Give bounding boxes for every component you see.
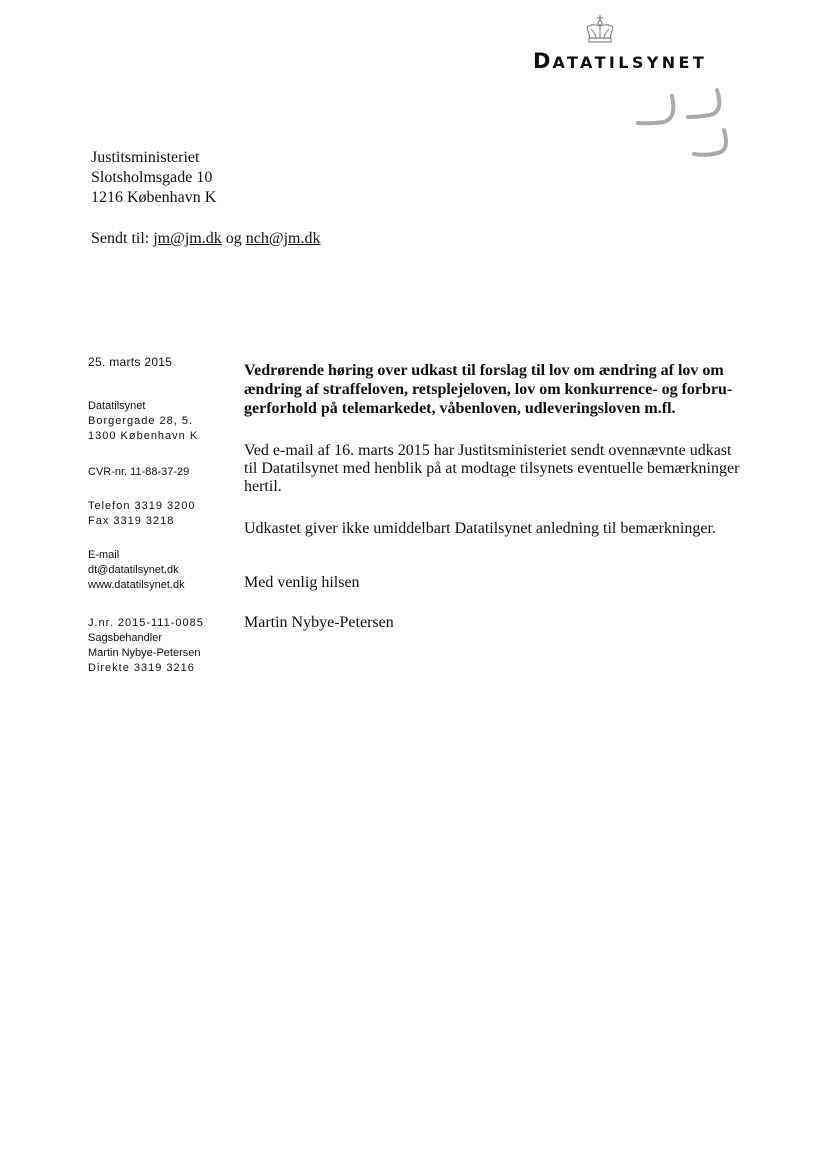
recipient-street: Slotsholmsgade 10 — [91, 169, 213, 186]
telefon: Telefon 3319 3200 — [88, 500, 196, 512]
contact-block — [88, 548, 238, 593]
paragraph-line: hertil. — [244, 478, 282, 495]
recipient-address — [91, 148, 216, 208]
direkte-phone: Direkte 3319 3216 — [88, 662, 195, 674]
sender-email[interactable]: dt@datatilsynet.dk — [88, 564, 179, 576]
phone-block — [88, 499, 238, 529]
sender-org: Datatilsynet — [88, 400, 146, 412]
email-label: E-mail — [88, 549, 120, 561]
case-block — [88, 616, 238, 676]
sendt-til-line — [91, 229, 320, 249]
email-link-nch[interactable]: nch@jm.dk — [245, 230, 321, 247]
subject-line: gerforhold på telemarkedet, våbenloven, udleveringsloven m.fl. — [244, 400, 676, 417]
sender-website[interactable]: www.datatilsynet.dk — [88, 579, 185, 591]
paragraph-line: Ved e-mail af 16. marts 2015 har Justitsministeriet sendt ovennævnte udkast — [244, 442, 732, 459]
fax: Fax 3319 3218 — [88, 515, 175, 527]
cvr-number: CVR-nr. 11-88-37-29 — [88, 466, 190, 478]
sendt-label: Sendt til: — [91, 230, 154, 247]
logo-wordmark: DATATILSYNET — [533, 49, 708, 73]
sagsbehandler-name: Martin Nybye-Petersen — [88, 647, 201, 659]
sender-city: 1300 København K — [88, 430, 199, 442]
body-paragraph-2: Udkastet giver ikke umiddelbart Datatilsynet anledning til bemærkninger. — [244, 520, 716, 537]
letter-date: 25. marts 2015 — [88, 355, 173, 369]
subject-line: Vedrørende høring over udkast til forslag til lov om ændring af lov om — [244, 362, 724, 379]
signature-name: Martin Nybye-Petersen — [244, 614, 394, 631]
recipient-name: Justitsministeriet — [91, 149, 200, 166]
sendt-connector: og — [221, 230, 246, 247]
handwritten-marks — [632, 86, 742, 166]
body-paragraph-1 — [244, 442, 769, 496]
closing-greeting: Med venlig hilsen — [244, 574, 360, 591]
subject-line: ændring af straffeloven, retsplejeloven, lov om konkurrence- og forbru- — [244, 381, 733, 398]
crown-icon — [583, 14, 617, 46]
sender-address — [88, 399, 238, 444]
recipient-city: 1216 København K — [91, 189, 217, 206]
journal-number: J.nr. 2015-111-0085 — [88, 617, 204, 629]
sender-street: Borgergade 28, 5. — [88, 415, 194, 427]
email-link-jm[interactable]: jm@jm.dk — [153, 230, 222, 247]
paragraph-line: til Datatilsynet med henblik på at modtage tilsynets eventuelle bemærkninger — [244, 460, 740, 477]
letter-subject — [244, 361, 769, 418]
sagsbehandler-label: Sagsbehandler — [88, 632, 163, 644]
